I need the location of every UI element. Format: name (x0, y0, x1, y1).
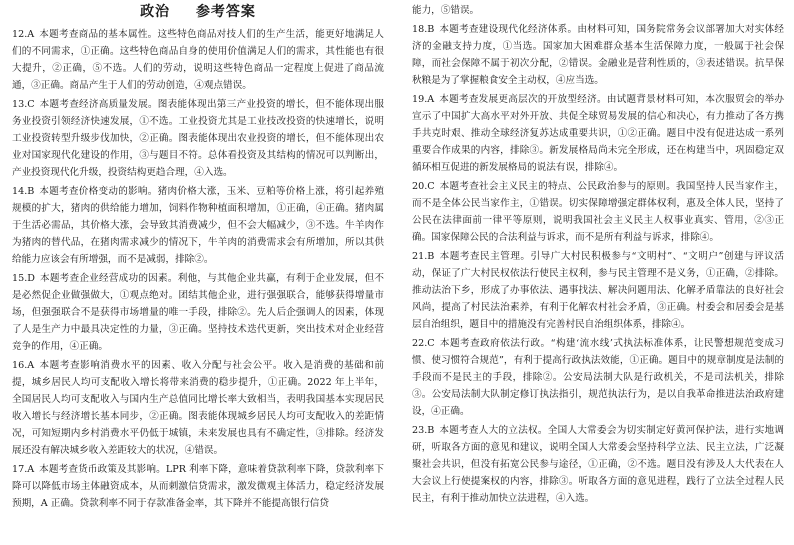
answer-item (12, 183, 384, 268)
answer-number: 22.C (412, 338, 435, 349)
answer-explanation: 本题考查企业经营成功的因素。利他，与其他企业共赢，有利于企业发展，但不是必然促企业做强做大，①观点绝对。团结其他企业，进行强强联合，能够获得增量市场，但强强联合不是获得市场增量的唯一手段，排除②。先人后企强调人的因素，体现了人是生产力中最具决定性的力量，③正确。坚持技术迭代更新，突出技术对企业经营竞争的作用，④正确。 (12, 273, 384, 352)
answer-explanation: 本题考查商品的基本属性。这些特色商品对技人们的生产生活，能更好地满足人们的不同需求，①正确。这些特色商品自身的使用价值满足人们的需求，其性能也有很大提升，②正确，⑤不选。人们的劳动，说明这些特色商品一定程度上促进了商品流通，③正确。商品产生于人们的劳动创造，④观点错误。 (12, 29, 384, 91)
answer-number: 14.B (12, 186, 35, 197)
answer-label: 参考答案 (195, 4, 256, 20)
answer-explanation: 本题考查民主管理。引导广大村民积极参与“文明村”、“文明户”创建与评议活动，保证了广大村民权依法行使民主权利，参与民主管理不是义务，①正确，②排除。推动法治下乡，形成了办事依法、遇事找法、解决问题用法、化解矛盾靠法的良好社会风尚，提高了村民法治素养，有利于化解农村社会矛盾，③正确。村委会和居委会是基层自治组织，题目中的措施没有完善村民自治组织体系，排除④。 (412, 251, 784, 330)
answer-number: 21.B (412, 251, 435, 262)
answer-number: 17.A (12, 464, 35, 475)
answer-explanation: 本题考查影响消费水平的因素、收入分配与社会公平。收入是消费的基础和前提，城乡居民人均可支配收入增长将带来消费的稳步提升，①正确。2022 年上半年，全国居民人均可支配收入与国内生产总值同比增长率大致相当，表明我国基本实现居民收入增长与经济增长基本同步，②正确。图表能体现城乡居民人均可支配收入的差距情况，可知短期内乡村消费水平仍低于城镇，未来发展也具有不确定性，③排除。经济发展还没有解决城乡收入差距较大的状况，④错误。 (12, 360, 384, 456)
answer-item (12, 357, 384, 459)
answer-explanation: 本题考查价格变动的影响。猪肉价格大涨，玉米、豆粕等价格上涨，将引起养殖规模的扩大，猪肉的供给能力增加，饲料作物种植面积增加，①正确，④正确。猪肉属于生活必需品，其价格大涨，会导致其消费减少，但不会大幅减少，③不选。牛羊肉作为猪肉的替代品，在猪肉需求减少的情况下，牛羊肉的消费需求会有所增加，所以其供给能力应该会有所增强，而不是减弱，排除②。 (12, 186, 384, 265)
answer-number: 16.A (12, 360, 35, 371)
answer-explanation: 本题考查社会主义民主的特点、公民政治参与的原则。我国坚持人民当家作主，而不是全体公民当家作主，①错误。切实保障增强定群体权利，惠及全体人民，坚持了公民在法律面前一律平等原则，说明我国社会主义民主人权事业真实、管用，②③正确。国家保障公民的合法利益与诉求，而不是所有利益与诉求，排除④。 (412, 181, 784, 243)
answer-number: 15.D (12, 273, 35, 284)
right-answer-list (412, 21, 784, 507)
answer-explanation: 本题考查人大的立法权。全国人大常委会为切实制定好黄河保护法，进行实地调研，听取各方面的意见和建议，说明全国人大常委会坚持科学立法、民主立法，广泛凝聚社会共识，但没有拓宽公民参与途径，①正确，②不选。题目没有涉及人大代表在人大会议上行使提案权的内容，排除③。听取各方面的意见进程，践行了立法全过程人民民主，有利于推动加快立法进程，④入选。 (412, 425, 784, 504)
answer-item (12, 270, 384, 355)
answer-item (412, 422, 784, 507)
carryover-text: 能力，⑤错误。 (412, 5, 480, 16)
answer-item (412, 248, 784, 333)
answer-item (12, 461, 384, 512)
answer-explanation: 本题考查建设现代化经济体系。由材料可知，国务院常务会议部署加大对实体经济的金融支持力度，①当选。国家加大困难群众基本生活保障力度，一般属于社会保障，而社会保障不属于初次分配，②错误。金融业是营利性质的，③表述错误。抗旱保秋粮是为了掌握粮食安全主动权，④应当选。 (412, 24, 784, 86)
answer-item (412, 21, 784, 89)
answer-number: 19.A (412, 94, 435, 105)
subject-title: 政治 (140, 4, 171, 20)
answer-number: 18.B (412, 24, 435, 35)
answer-item (412, 91, 784, 176)
answer-number: 13.C (12, 99, 35, 110)
answer-explanation: 本题考查发展更高层次的开放型经济。由试题背景材料可知，本次服贸会的举办宣示了中国扩大高水平对外开放、共促全球贸易发展的信心和决心，有力推动了各方携手共克时艰、推动全球经济复苏达成重要共识，①②正确。题目中没有促进达成一系列重要合作成果的内容，排除③。新发展格局尚未完全形成，还在构建当中，巩固稳定双循环相互促进的新发展格局的说法有误，排除④。 (412, 94, 784, 173)
right-column (412, 0, 784, 509)
answer-explanation: 本题考查经济高质量发展。图表能体现出第三产业投资的增长，但不能体现出服务业投资引领经济快速发展，①不选。工业投资尤其是工业技改投资的快速增长，说明工业投资转型升级步伐加快，②正确。图表能体现出农业投资的增长，但不能体现出农业对国家现代化建设的作用，③与题目不符。总体看投资及其结构的情况可以判断出，产业投资现代化升级，投资结构更趋合理，④入选。 (12, 99, 384, 178)
answer-item (412, 335, 784, 420)
left-answer-list (12, 26, 384, 512)
answer-explanation: 本题考查政府依法行政。“构建‘流水线’式执法标准体系，让民警想规范变成习惯、使习惯符合规范”，有利于提高行政执法效能，①正确。题目中的规章制度是法制的手段而不是民主的手段，排除②。公安局法制大队是行政机关，不是司法机关，排除③。公安局法制大队制定修订执法指引，规范执法行为，是以自我革命推进法治政府建设，④正确。 (412, 338, 784, 417)
answer-number: 23.B (412, 425, 435, 436)
answer-item (12, 96, 384, 181)
answer-item (412, 178, 784, 246)
answer-number: 12.A (12, 29, 35, 40)
page-title (12, 0, 384, 24)
answer-item (12, 26, 384, 94)
answer-explanation: 本题考查货币政策及其影响。LPR 利率下降，意味着贷款利率下降，贷款利率下降可以降低市场主体融资成本，从而刺激信贷需求，激发微观主体活力，稳定经济发展预期，A 正确。贷款利率不同于存款准备金率，其下降并不能提高银行信贷 (12, 464, 384, 509)
left-column (12, 0, 384, 514)
answer-number: 20.C (412, 181, 435, 192)
